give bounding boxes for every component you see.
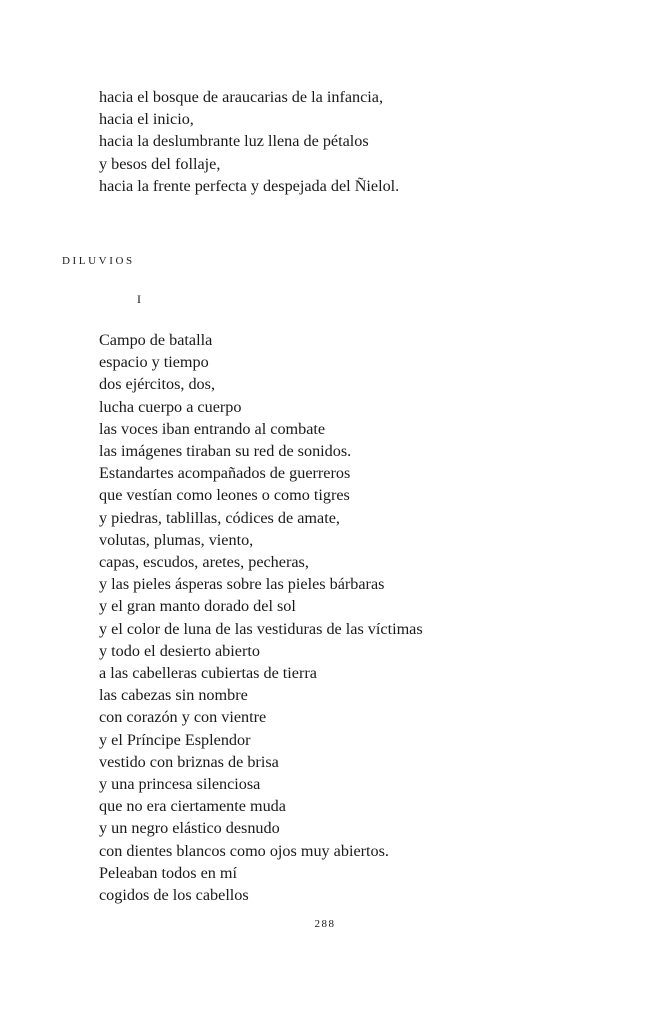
poem-line: y el color de luna de las vestiduras de las víctimas bbox=[99, 619, 423, 638]
poem-line: hacia el inicio, bbox=[99, 110, 194, 129]
poem-line: y besos del follaje, bbox=[99, 154, 221, 173]
poem-line: y las pieles ásperas sobre las pieles bárbaras bbox=[99, 575, 385, 594]
poem-line: las imágenes tiraban su red de sonidos. bbox=[99, 442, 352, 461]
poem-line: las voces iban entrando al combate bbox=[99, 419, 326, 438]
poem-line: y el Príncipe Esplendor bbox=[99, 730, 251, 749]
poem-stanza-continued bbox=[99, 86, 399, 197]
poem-line: hacia el bosque de araucarias de la infancia, bbox=[99, 88, 384, 106]
poem-line: y todo el desierto abierto bbox=[99, 641, 260, 660]
poem-line: capas, escudos, aretes, pecheras, bbox=[99, 553, 309, 572]
poem-line: y el gran manto dorado del sol bbox=[99, 597, 296, 616]
part-number: I bbox=[137, 292, 141, 306]
poem-line: con corazón y con vientre bbox=[99, 708, 267, 727]
poem-line: y un negro elástico desnudo bbox=[99, 819, 280, 838]
poem-line: hacia la deslumbrante luz llena de pétalos bbox=[99, 132, 369, 151]
poem-line: Peleaban todos en mí bbox=[99, 863, 238, 882]
poem-line: con dientes blancos como ojos muy abiertos. bbox=[99, 841, 389, 860]
poem-line: y una princesa silenciosa bbox=[99, 775, 261, 794]
poem-line: dos ejércitos, dos, bbox=[99, 375, 215, 394]
poem-line: y piedras, tablillas, códices de amate, bbox=[99, 508, 340, 527]
poem-line: lucha cuerpo a cuerpo bbox=[99, 397, 242, 416]
poem-line: Estandartes acompañados de guerreros bbox=[99, 464, 351, 483]
poem-line: espacio y tiempo bbox=[99, 353, 209, 372]
page-number: 288 bbox=[314, 918, 336, 930]
poem-line: hacia la frente perfecta y despejada del Ñielol. bbox=[99, 176, 400, 195]
poem-stanza bbox=[99, 329, 423, 906]
poem-line: vestido con briznas de brisa bbox=[99, 752, 279, 771]
poem-line: volutas, plumas, viento, bbox=[99, 530, 254, 549]
poem-line: a las cabelleras cubiertas de tierra bbox=[99, 664, 317, 683]
section-heading: DILUVIOS bbox=[62, 255, 135, 267]
poem-line: las cabezas sin nombre bbox=[99, 686, 248, 705]
poem-line: que no era ciertamente muda bbox=[99, 797, 286, 816]
poem-line: Campo de batalla bbox=[99, 331, 213, 349]
poem-line: cogidos de los cabellos bbox=[99, 886, 249, 905]
poem-line: que vestían como leones o como tigres bbox=[99, 486, 350, 505]
